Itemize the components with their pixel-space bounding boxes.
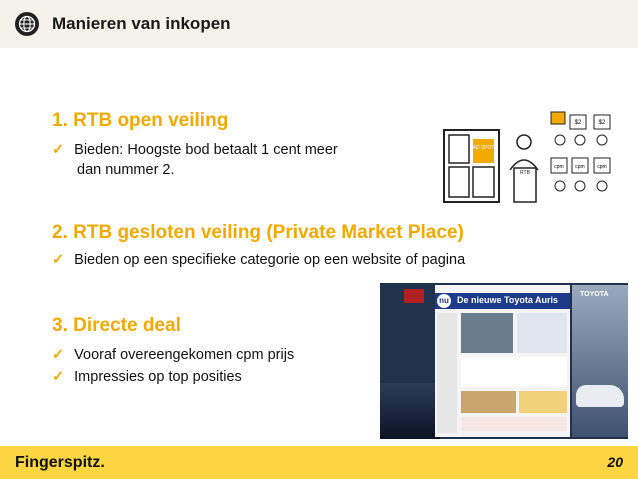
- article-photo: [461, 313, 513, 353]
- toyota-brand: TOYOTA: [580, 291, 609, 298]
- food-photo: [461, 391, 516, 413]
- section-3-bullet: ✓ Impressies op top posities: [52, 369, 242, 385]
- cpm-label: cpm: [554, 164, 564, 170]
- cpm-label: cpm: [597, 164, 607, 170]
- bid-label: $2: [598, 120, 606, 126]
- rtb-auction-illustration: [442, 110, 617, 205]
- check-icon: ✓: [52, 252, 65, 268]
- site-page: [435, 285, 570, 437]
- header-bar: [0, 0, 638, 48]
- page-number: 20: [607, 454, 623, 470]
- section-1-bullet: ✓ Bieden: Hoogste bod betaalt 1 cent meer: [52, 142, 338, 158]
- section-1-heading: 1. RTB open veiling: [52, 110, 229, 131]
- promo-block: [519, 391, 567, 413]
- site-logo: nu: [437, 294, 451, 308]
- left-ad-block: [404, 289, 424, 303]
- section-2-bullet: ✓ Bieden op een specifieke categorie op een website of pagina: [52, 252, 466, 268]
- ad-spot-box: [473, 139, 494, 163]
- check-icon: ✓: [52, 142, 65, 158]
- car-image: [576, 385, 624, 407]
- article-teaser: [517, 313, 567, 353]
- site-header: [435, 293, 570, 309]
- site-nav-column: [437, 313, 457, 433]
- check-icon: ✓: [52, 347, 65, 363]
- section-2-heading: 2. RTB gesloten veiling (Private Market Place): [52, 222, 464, 243]
- section-3-heading: 3. Directe deal: [52, 315, 181, 336]
- page-title: Manieren van inkopen: [52, 14, 231, 33]
- website-screenshot: [380, 283, 628, 439]
- section-1-bullet-cont: dan nummer 2.: [77, 162, 175, 178]
- toyota-ad: [572, 285, 628, 437]
- ad-spot-label: AD SPOT: [472, 145, 495, 151]
- cpm-label: cpm: [575, 164, 585, 170]
- globe-logo-icon: [15, 12, 39, 36]
- article-list: [461, 357, 567, 387]
- night-road-photo: [380, 383, 440, 439]
- check-icon: ✓: [52, 369, 65, 385]
- bid-label: $2: [574, 120, 582, 126]
- section-3-bullet: ✓ Vooraf overeengekomen cpm prijs: [52, 347, 295, 363]
- brand-logo: Fingerspitz.: [15, 454, 105, 471]
- site-footer-links: [461, 417, 567, 431]
- site-headline: De nieuwe Toyota Auris: [457, 295, 559, 305]
- rtb-label: RTB: [520, 170, 530, 176]
